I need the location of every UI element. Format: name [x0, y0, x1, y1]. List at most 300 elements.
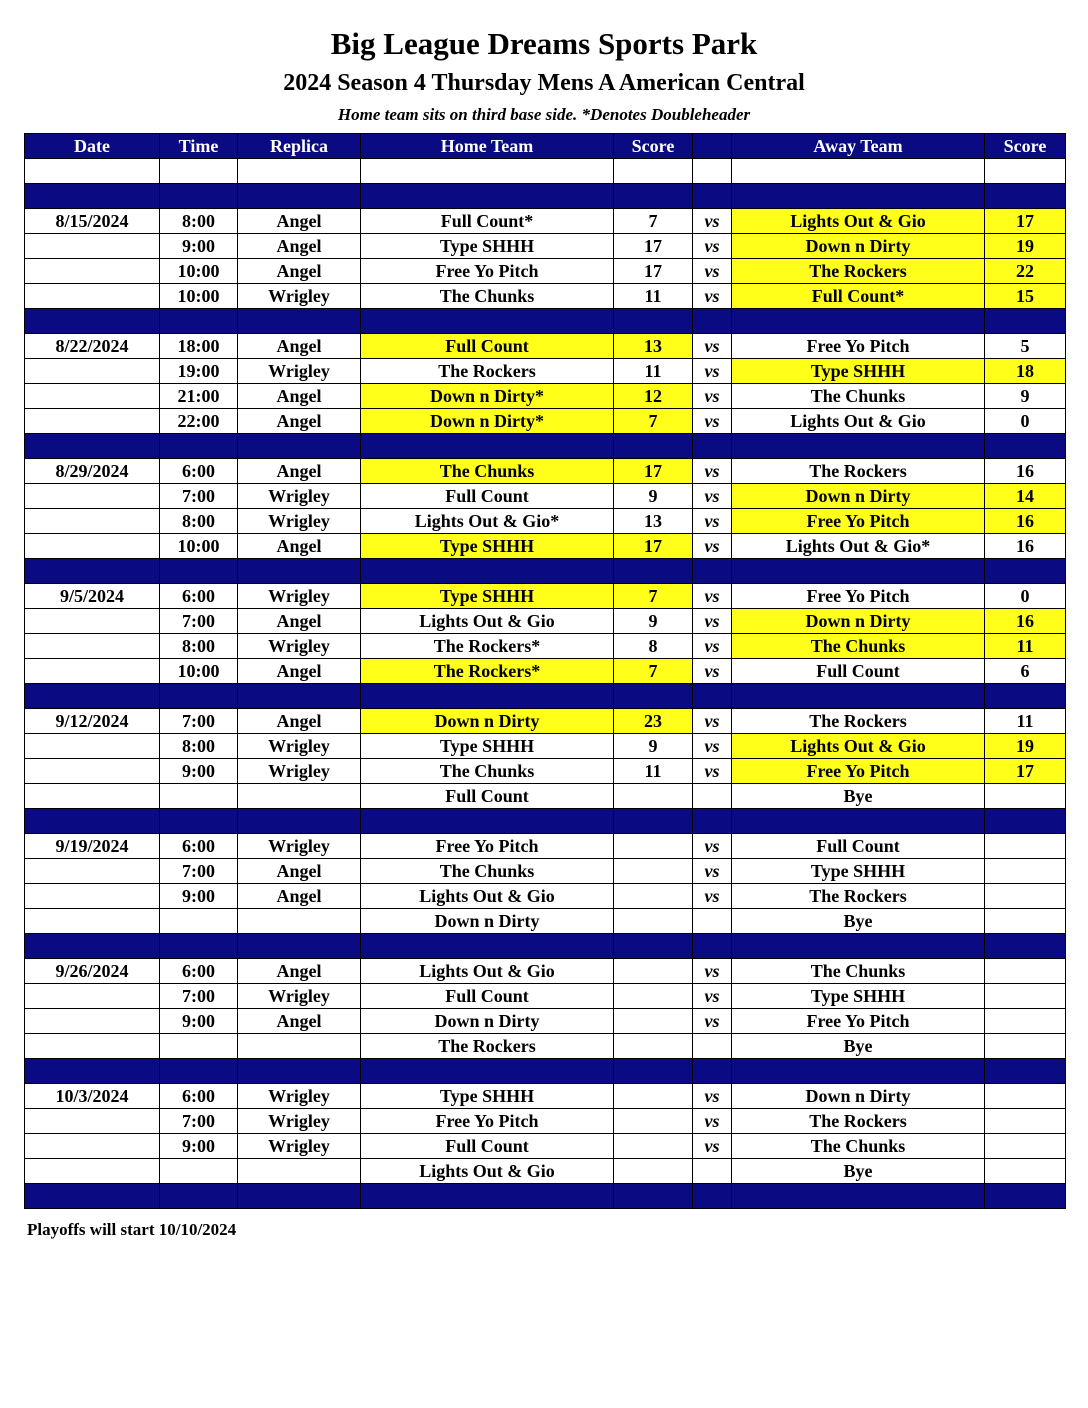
page-subtitle: 2024 Season 4 Thursday Mens A American Central: [283, 70, 805, 96]
game-date: 9/26/2024: [25, 959, 160, 984]
week-separator-row-cell: [732, 309, 985, 334]
table-header-row: [25, 134, 1066, 159]
game-time: 9:00: [160, 234, 238, 259]
game-row: [25, 1034, 1066, 1059]
week-separator-row-cell: [160, 434, 238, 459]
game-time: 9:00: [160, 1134, 238, 1159]
home-team: The Chunks: [361, 459, 614, 484]
game-field: [238, 1159, 361, 1184]
away-score: [985, 1009, 1066, 1034]
week-separator-row-cell: [985, 1059, 1066, 1084]
away-score: 16: [985, 609, 1066, 634]
away-score: 16: [985, 509, 1066, 534]
home-score: [614, 859, 693, 884]
away-score: 6: [985, 659, 1066, 684]
week-separator-row: [25, 309, 1066, 334]
game-date: [25, 384, 160, 409]
week-separator-row-cell: [238, 434, 361, 459]
header-replica: Replica: [238, 134, 361, 159]
spacer-row-cell: [732, 159, 985, 184]
home-team: Free Yo Pitch: [361, 1109, 614, 1134]
game-date: [25, 1159, 160, 1184]
game-date: [25, 359, 160, 384]
game-field: Angel: [238, 609, 361, 634]
away-score: 14: [985, 484, 1066, 509]
week-separator-row-cell: [160, 934, 238, 959]
home-team: Full Count: [361, 984, 614, 1009]
home-team: The Chunks: [361, 759, 614, 784]
week-separator-row-cell: [614, 309, 693, 334]
game-row: [25, 709, 1066, 734]
game-field: Wrigley: [238, 284, 361, 309]
away-team: Type SHHH: [732, 359, 985, 384]
home-team: Full Count*: [361, 209, 614, 234]
week-separator-row-cell: [238, 934, 361, 959]
game-date: [25, 284, 160, 309]
vs-label: vs: [693, 1134, 732, 1159]
away-team: Down n Dirty: [732, 234, 985, 259]
home-score: 11: [614, 759, 693, 784]
game-field: Angel: [238, 234, 361, 259]
header-date: Date: [25, 134, 160, 159]
game-date: [25, 484, 160, 509]
vs-label: vs: [693, 959, 732, 984]
vs-label: vs: [693, 759, 732, 784]
week-separator-row-cell: [985, 809, 1066, 834]
home-team: Lights Out & Gio: [361, 884, 614, 909]
away-score: 0: [985, 409, 1066, 434]
game-field: Angel: [238, 459, 361, 484]
game-field: Wrigley: [238, 984, 361, 1009]
away-score: 16: [985, 534, 1066, 559]
home-team: Down n Dirty: [361, 709, 614, 734]
away-score: 9: [985, 384, 1066, 409]
game-date: [25, 909, 160, 934]
week-separator-row-cell: [160, 309, 238, 334]
game-date: 8/15/2024: [25, 209, 160, 234]
game-date: [25, 659, 160, 684]
away-team: The Rockers: [732, 459, 985, 484]
home-team: Lights Out & Gio*: [361, 509, 614, 534]
header-time: Time: [160, 134, 238, 159]
vs-label: [693, 1034, 732, 1059]
home-team: Type SHHH: [361, 734, 614, 759]
game-row: [25, 534, 1066, 559]
home-score: [614, 909, 693, 934]
game-row: [25, 284, 1066, 309]
away-score: [985, 884, 1066, 909]
home-score: [614, 959, 693, 984]
home-score: [614, 884, 693, 909]
away-team: Full Count: [732, 659, 985, 684]
game-date: [25, 759, 160, 784]
vs-label: vs: [693, 384, 732, 409]
game-date: 9/12/2024: [25, 709, 160, 734]
week-separator-row-cell: [985, 309, 1066, 334]
week-separator-row-cell: [25, 809, 160, 834]
away-score: [985, 1134, 1066, 1159]
away-score: [985, 959, 1066, 984]
away-score: [985, 1109, 1066, 1134]
vs-label: vs: [693, 1009, 732, 1034]
away-score: 17: [985, 759, 1066, 784]
home-team: Free Yo Pitch: [361, 834, 614, 859]
vs-label: vs: [693, 1109, 732, 1134]
game-field: Wrigley: [238, 759, 361, 784]
spacer-row-cell: [693, 159, 732, 184]
game-date: [25, 1134, 160, 1159]
game-date: 9/19/2024: [25, 834, 160, 859]
spacer-row-cell: [25, 159, 160, 184]
game-field: Wrigley: [238, 634, 361, 659]
game-row: [25, 459, 1066, 484]
week-separator-row-cell: [160, 559, 238, 584]
week-separator-row-cell: [361, 184, 614, 209]
away-team: Bye: [732, 909, 985, 934]
home-score: [614, 1109, 693, 1134]
week-separator-row-cell: [160, 684, 238, 709]
game-time: [160, 1159, 238, 1184]
game-row: [25, 484, 1066, 509]
away-score: 0: [985, 584, 1066, 609]
game-field: Wrigley: [238, 734, 361, 759]
spacer-row-cell: [614, 159, 693, 184]
week-separator-row-cell: [238, 1059, 361, 1084]
week-separator-row-cell: [693, 309, 732, 334]
away-team: Lights Out & Gio: [732, 409, 985, 434]
week-separator-row-cell: [361, 809, 614, 834]
spacer-row-cell: [361, 159, 614, 184]
game-row: [25, 1009, 1066, 1034]
game-row: [25, 959, 1066, 984]
home-score: [614, 834, 693, 859]
week-separator-row-cell: [238, 559, 361, 584]
away-team: Down n Dirty: [732, 609, 985, 634]
week-separator-row-cell: [614, 559, 693, 584]
game-time: 10:00: [160, 259, 238, 284]
week-separator-row-cell: [693, 559, 732, 584]
week-separator-row: [25, 434, 1066, 459]
game-row: [25, 659, 1066, 684]
game-field: Angel: [238, 384, 361, 409]
week-separator-row-cell: [160, 809, 238, 834]
week-separator-row-cell: [693, 934, 732, 959]
game-time: 7:00: [160, 984, 238, 1009]
vs-label: vs: [693, 409, 732, 434]
week-separator-row-cell: [985, 934, 1066, 959]
week-separator-row: [25, 559, 1066, 584]
home-score: 9: [614, 609, 693, 634]
home-team: Lights Out & Gio: [361, 1159, 614, 1184]
game-time: [160, 784, 238, 809]
game-date: [25, 259, 160, 284]
game-date: [25, 534, 160, 559]
week-separator-row-cell: [160, 184, 238, 209]
week-separator-row-cell: [732, 434, 985, 459]
game-row: [25, 984, 1066, 1009]
home-team: Free Yo Pitch: [361, 259, 614, 284]
away-team: The Rockers: [732, 259, 985, 284]
away-score: 19: [985, 234, 1066, 259]
game-time: 7:00: [160, 484, 238, 509]
away-team: The Chunks: [732, 1134, 985, 1159]
week-separator-row-cell: [732, 184, 985, 209]
game-row: [25, 859, 1066, 884]
away-team: Free Yo Pitch: [732, 759, 985, 784]
week-separator-row-cell: [985, 559, 1066, 584]
week-separator-row-cell: [25, 559, 160, 584]
home-team: Lights Out & Gio: [361, 959, 614, 984]
game-date: [25, 1034, 160, 1059]
away-score: [985, 784, 1066, 809]
game-time: 6:00: [160, 1084, 238, 1109]
game-row: [25, 209, 1066, 234]
away-team: Full Count*: [732, 284, 985, 309]
game-time: 10:00: [160, 534, 238, 559]
home-score: [614, 984, 693, 1009]
away-team: Down n Dirty: [732, 1084, 985, 1109]
vs-label: vs: [693, 709, 732, 734]
week-separator-row-cell: [985, 684, 1066, 709]
vs-label: vs: [693, 509, 732, 534]
home-team: The Rockers: [361, 1034, 614, 1059]
home-team: Down n Dirty: [361, 1009, 614, 1034]
week-separator-row-cell: [985, 434, 1066, 459]
game-date: [25, 634, 160, 659]
game-field: Wrigley: [238, 509, 361, 534]
game-field: [238, 1034, 361, 1059]
home-team: Full Count: [361, 334, 614, 359]
game-field: Angel: [238, 709, 361, 734]
game-row: [25, 509, 1066, 534]
week-separator-row-cell: [614, 1184, 693, 1209]
vs-label: vs: [693, 659, 732, 684]
home-team: Full Count: [361, 784, 614, 809]
week-separator-row-cell: [361, 309, 614, 334]
game-row: [25, 234, 1066, 259]
home-score: 7: [614, 409, 693, 434]
home-score: [614, 1159, 693, 1184]
game-row: [25, 834, 1066, 859]
away-team: Free Yo Pitch: [732, 334, 985, 359]
week-separator-row-cell: [732, 1184, 985, 1209]
game-row: [25, 584, 1066, 609]
schedule-table: [24, 133, 1066, 1209]
game-time: 21:00: [160, 384, 238, 409]
game-time: [160, 1034, 238, 1059]
vs-label: vs: [693, 209, 732, 234]
away-score: 17: [985, 209, 1066, 234]
away-score: [985, 909, 1066, 934]
game-time: 10:00: [160, 284, 238, 309]
game-row: [25, 1159, 1066, 1184]
vs-label: vs: [693, 1084, 732, 1109]
week-separator-row: [25, 809, 1066, 834]
away-score: 22: [985, 259, 1066, 284]
home-score: [614, 1009, 693, 1034]
home-score: 17: [614, 234, 693, 259]
vs-label: vs: [693, 459, 732, 484]
game-row: [25, 1134, 1066, 1159]
vs-label: vs: [693, 834, 732, 859]
game-field: Angel: [238, 334, 361, 359]
game-field: Angel: [238, 859, 361, 884]
home-score: 17: [614, 534, 693, 559]
week-separator-row-cell: [614, 684, 693, 709]
week-separator-row-cell: [693, 1184, 732, 1209]
home-score: 13: [614, 509, 693, 534]
week-separator-row-cell: [985, 1184, 1066, 1209]
away-score: [985, 1034, 1066, 1059]
game-time: 7:00: [160, 709, 238, 734]
away-score: 5: [985, 334, 1066, 359]
game-time: 18:00: [160, 334, 238, 359]
game-field: Wrigley: [238, 834, 361, 859]
week-separator-row-cell: [693, 434, 732, 459]
away-team: Free Yo Pitch: [732, 584, 985, 609]
week-separator-row: [25, 684, 1066, 709]
game-time: 9:00: [160, 884, 238, 909]
home-score: 13: [614, 334, 693, 359]
schedule-note: Home team sits on third base side. *Denotes Doubleheader: [337, 105, 751, 124]
game-date: 8/22/2024: [25, 334, 160, 359]
game-field: Angel: [238, 959, 361, 984]
game-time: 6:00: [160, 459, 238, 484]
week-separator-row-cell: [693, 684, 732, 709]
vs-label: [693, 1159, 732, 1184]
vs-label: [693, 909, 732, 934]
game-row: [25, 759, 1066, 784]
game-row: [25, 884, 1066, 909]
game-date: [25, 609, 160, 634]
away-score: [985, 859, 1066, 884]
vs-label: vs: [693, 259, 732, 284]
game-time: 19:00: [160, 359, 238, 384]
week-separator-row: [25, 934, 1066, 959]
game-date: 8/29/2024: [25, 459, 160, 484]
home-score: 9: [614, 734, 693, 759]
week-separator-row-cell: [361, 1059, 614, 1084]
home-score: 12: [614, 384, 693, 409]
home-score: [614, 1134, 693, 1159]
week-separator-row-cell: [238, 1184, 361, 1209]
page-title: Big League Dreams Sports Park: [330, 26, 758, 61]
game-row: [25, 609, 1066, 634]
game-time: 10:00: [160, 659, 238, 684]
vs-label: vs: [693, 859, 732, 884]
week-separator-row-cell: [25, 309, 160, 334]
game-time: 6:00: [160, 959, 238, 984]
home-score: [614, 1084, 693, 1109]
home-team: Down n Dirty: [361, 909, 614, 934]
away-team: Bye: [732, 1159, 985, 1184]
home-score: [614, 1034, 693, 1059]
home-score: 7: [614, 209, 693, 234]
home-team: The Chunks: [361, 284, 614, 309]
game-row: [25, 784, 1066, 809]
week-separator-row-cell: [361, 1184, 614, 1209]
game-row: [25, 359, 1066, 384]
week-separator-row-cell: [614, 1059, 693, 1084]
home-team: Type SHHH: [361, 1084, 614, 1109]
game-time: 22:00: [160, 409, 238, 434]
home-score: 17: [614, 259, 693, 284]
vs-label: vs: [693, 609, 732, 634]
game-field: Wrigley: [238, 1134, 361, 1159]
away-team: Full Count: [732, 834, 985, 859]
away-team: Type SHHH: [732, 984, 985, 1009]
game-field: [238, 784, 361, 809]
vs-label: [693, 784, 732, 809]
vs-label: vs: [693, 634, 732, 659]
game-row: [25, 634, 1066, 659]
away-score: 18: [985, 359, 1066, 384]
week-separator-row-cell: [732, 934, 985, 959]
game-field: Angel: [238, 209, 361, 234]
vs-label: vs: [693, 884, 732, 909]
week-separator-row-cell: [693, 1059, 732, 1084]
home-team: The Rockers*: [361, 634, 614, 659]
game-field: Angel: [238, 1009, 361, 1034]
game-field: Angel: [238, 534, 361, 559]
away-score: 19: [985, 734, 1066, 759]
away-team: Lights Out & Gio: [732, 734, 985, 759]
week-separator-row-cell: [361, 684, 614, 709]
week-separator-row-cell: [361, 934, 614, 959]
home-score: 17: [614, 459, 693, 484]
week-separator-row-cell: [732, 1059, 985, 1084]
game-date: [25, 509, 160, 534]
week-separator-row-cell: [693, 809, 732, 834]
away-team: Free Yo Pitch: [732, 509, 985, 534]
week-separator-row-cell: [25, 1184, 160, 1209]
game-date: [25, 859, 160, 884]
game-row: [25, 734, 1066, 759]
game-date: [25, 984, 160, 1009]
away-score: [985, 1084, 1066, 1109]
spacer-row-cell: [985, 159, 1066, 184]
game-row: [25, 409, 1066, 434]
game-time: 9:00: [160, 1009, 238, 1034]
home-team: The Rockers*: [361, 659, 614, 684]
home-team: Full Count: [361, 484, 614, 509]
home-team: Type SHHH: [361, 234, 614, 259]
away-team: Bye: [732, 784, 985, 809]
game-row: [25, 1084, 1066, 1109]
away-score: 15: [985, 284, 1066, 309]
week-separator-row-cell: [25, 184, 160, 209]
week-separator-row-cell: [985, 184, 1066, 209]
vs-label: vs: [693, 984, 732, 1009]
week-separator-row-cell: [693, 184, 732, 209]
week-separator-row-cell: [25, 434, 160, 459]
game-date: [25, 1009, 160, 1034]
game-field: Angel: [238, 884, 361, 909]
game-field: [238, 909, 361, 934]
header-home-team: Home Team: [361, 134, 614, 159]
vs-label: vs: [693, 359, 732, 384]
away-team: The Chunks: [732, 634, 985, 659]
home-score: 7: [614, 659, 693, 684]
header-vs: [693, 134, 732, 159]
game-date: [25, 734, 160, 759]
vs-label: vs: [693, 534, 732, 559]
away-score: 16: [985, 459, 1066, 484]
home-team: Down n Dirty*: [361, 384, 614, 409]
home-team: Lights Out & Gio: [361, 609, 614, 634]
week-separator-row-cell: [361, 434, 614, 459]
game-time: 8:00: [160, 209, 238, 234]
